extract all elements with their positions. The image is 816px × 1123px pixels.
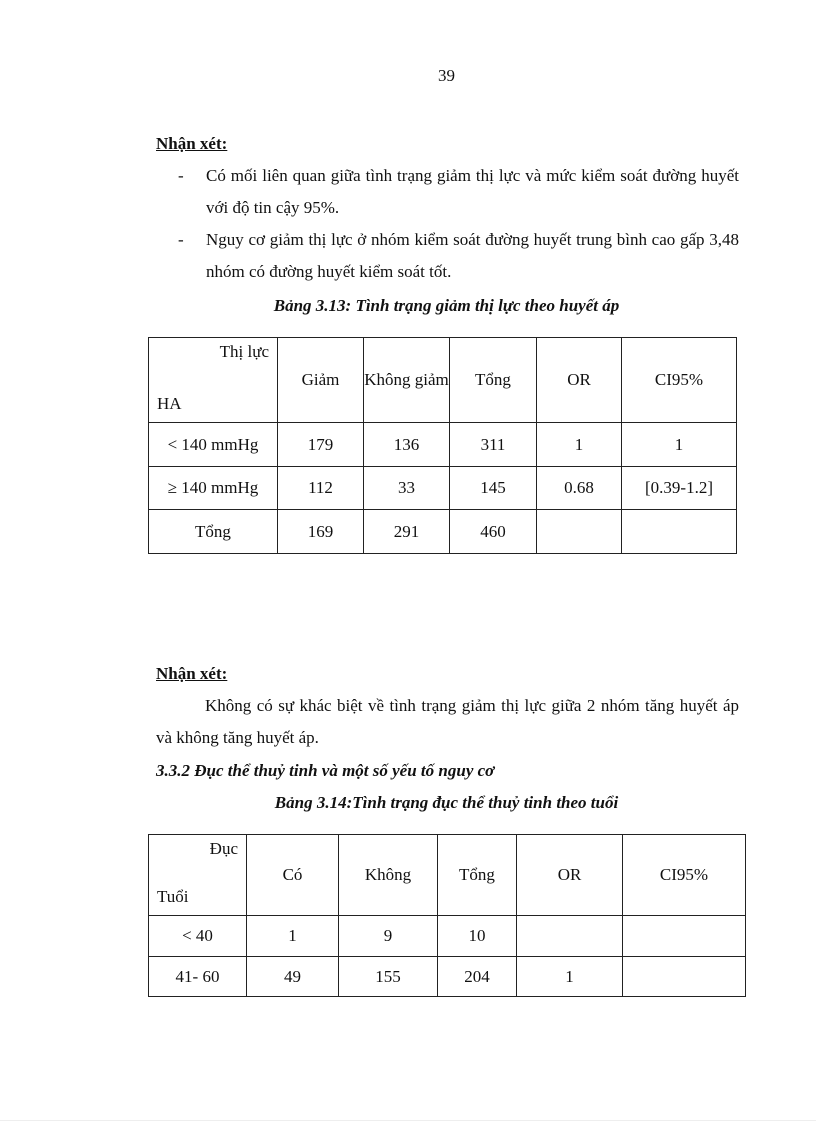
table-14 (148, 834, 746, 997)
column-header: Không (339, 835, 438, 916)
remark-paragraph: Không có sự khác biệt về tình trạng giảm thị lực giữa 2 nhóm tăng huyết áp và không tăng huyết áp. (156, 696, 739, 747)
column-header: Không giảm (364, 338, 450, 423)
column-header: CI95% (622, 338, 737, 423)
table-cell (622, 510, 737, 554)
table-cell (623, 916, 746, 957)
table-cell: 1 (517, 957, 623, 997)
table-cell (623, 957, 746, 997)
table-cell: 1 (537, 423, 622, 467)
bullet-item (176, 224, 739, 288)
table-cell: 460 (450, 510, 537, 554)
table-cell (517, 916, 623, 957)
table-cell: 169 (278, 510, 364, 554)
corner-top-label: Thị lực (219, 342, 269, 361)
table-cell: ≥ 140 mmHg (149, 467, 278, 510)
table-cell (537, 510, 622, 554)
table-14-caption: Bảng 3.14:Tình trạng đục thể thuỷ tinh theo tuổi (274, 793, 619, 812)
corner-top-label: Đục (209, 839, 238, 858)
column-header: OR (517, 835, 623, 916)
table-cell: 1 (622, 423, 737, 467)
dash-icon: - (178, 166, 184, 185)
remark-bullet-list (176, 160, 739, 288)
column-header: Tổng (450, 338, 537, 423)
bullet-text: Nguy cơ giảm thị lực ở nhóm kiểm soát đường huyết trung bình cao gấp 3,48 nhóm có đường huyết kiểm soát tốt. (206, 230, 739, 281)
column-header: Tổng (438, 835, 517, 916)
table-13 (148, 337, 737, 554)
table-cell: 136 (364, 423, 450, 467)
table-cell: < 140 mmHg (149, 423, 278, 467)
table-cell: 179 (278, 423, 364, 467)
table-cell: 49 (247, 957, 339, 997)
table-cell: 155 (339, 957, 438, 997)
table-corner-cell (149, 338, 278, 423)
remark-heading-1: Nhận xét: (156, 134, 228, 153)
table-cell: 112 (278, 467, 364, 510)
bullet-item (176, 160, 739, 224)
table-cell: 41- 60 (149, 957, 247, 997)
page-bottom-rule (0, 1120, 816, 1121)
table-cell: 145 (450, 467, 537, 510)
section-title: 3.3.2 Đục thể thuỷ tinh và một số yếu tố nguy cơ (156, 761, 495, 780)
page-number: 39 (438, 66, 455, 85)
column-header: Có (247, 835, 339, 916)
table-cell: 204 (438, 957, 517, 997)
table-row (149, 467, 737, 510)
table-cell: Tổng (149, 510, 278, 554)
bullet-text: Có mối liên quan giữa tình trạng giảm thị lực và mức kiểm soát đường huyết với độ tin cậy 95%. (206, 166, 739, 217)
column-header: CI95% (623, 835, 746, 916)
table-row (149, 510, 737, 554)
table-row (149, 957, 746, 997)
table-cell: 1 (247, 916, 339, 957)
table-cell: 10 (438, 916, 517, 957)
table-row (149, 916, 746, 957)
table-cell: [0.39-1.2] (622, 467, 737, 510)
table-cell: 9 (339, 916, 438, 957)
table-13-caption: Bảng 3.13: Tình trạng giảm thị lực theo huyết áp (273, 296, 620, 315)
corner-bottom-label: Tuổi (157, 887, 189, 906)
table-row (149, 423, 737, 467)
corner-bottom-label: HA (157, 394, 182, 413)
column-header: Giảm (278, 338, 364, 423)
table-cell: 291 (364, 510, 450, 554)
column-header: OR (537, 338, 622, 423)
table-cell: 0.68 (537, 467, 622, 510)
table-cell: 33 (364, 467, 450, 510)
table-cell: < 40 (149, 916, 247, 957)
dash-icon: - (178, 230, 184, 249)
table-corner-cell (149, 835, 247, 916)
remark-heading-2: Nhận xét: (156, 664, 228, 683)
table-cell: 311 (450, 423, 537, 467)
